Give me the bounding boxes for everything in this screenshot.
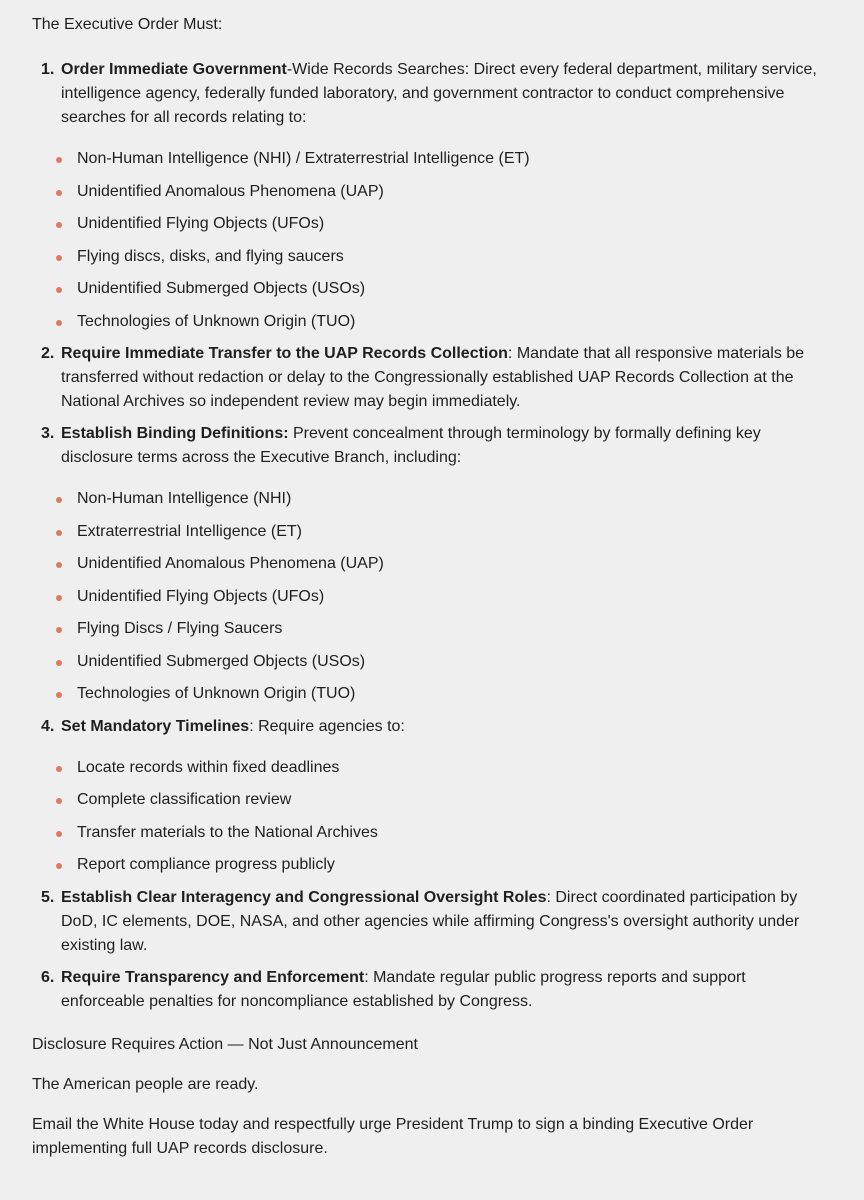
item-text: : Mandate regular public progress reports and support enforceable penalties for noncompliance established by Congress. bbox=[61, 968, 746, 1010]
bullet-item: Technologies of Unknown Origin (TUO) bbox=[32, 310, 832, 334]
bullet-item: Technologies of Unknown Origin (TUO) bbox=[32, 682, 832, 706]
bullet-item: Unidentified Submerged Objects (USOs) bbox=[32, 650, 832, 674]
intro-text: The Executive Order Must: bbox=[32, 16, 223, 33]
item-text: : Mandate that all responsive materials be transferred without redaction or delay to the Congressionally established UAP Records Collection at the National Archives so independent review may begin immediately. bbox=[61, 345, 805, 410]
bullet-item: Unidentified Anomalous Phenomena (UAP) bbox=[32, 552, 832, 576]
list-item-1 bbox=[32, 58, 832, 334]
bullet-list bbox=[32, 487, 832, 706]
list-item-3 bbox=[32, 422, 832, 706]
bullet-item: Non-Human Intelligence (NHI) bbox=[32, 487, 832, 511]
item-number: 1. bbox=[41, 61, 55, 78]
bullet-item: Unidentified Anomalous Phenomena (UAP) bbox=[32, 180, 832, 204]
bullet-list bbox=[32, 147, 832, 334]
item-heading: Require Transparency and Enforcement bbox=[61, 968, 365, 986]
bullet-item: Flying Discs / Flying Saucers bbox=[32, 617, 832, 641]
item-text: Prevent concealment through terminology by formally defining key disclosure terms across the Executive Branch, including: bbox=[61, 425, 761, 466]
bullet-item: Flying discs, disks, and flying saucers bbox=[32, 245, 832, 269]
call-to-action: Email the White House today and respectfully urge President Trump to sign a binding Executive Order implementing full UAP records disclosure. bbox=[32, 1115, 754, 1157]
item-number: 2. bbox=[41, 345, 55, 362]
item-heading: Establish Binding Definitions: bbox=[61, 425, 289, 442]
item-heading: Establish Clear Interagency and Congressional Oversight Roles bbox=[61, 888, 547, 906]
list-item-6 bbox=[32, 966, 832, 1014]
item-heading: Set Mandatory Timelines bbox=[61, 717, 250, 735]
item-text: : Direct coordinated participation by DoD, IC elements, DOE, NASA, and other agencies while affirming Congress's oversight authority under existing law. bbox=[61, 888, 800, 954]
bullet-item: Unidentified Flying Objects (UFOs) bbox=[32, 212, 832, 236]
item-number: 4. bbox=[41, 717, 55, 735]
bullet-item: Unidentified Submerged Objects (USOs) bbox=[32, 277, 832, 301]
item-text: : Require agencies to: bbox=[249, 717, 405, 735]
item-heading: Require Immediate Transfer to the UAP Records Collection bbox=[61, 345, 508, 362]
list-item-4 bbox=[32, 715, 832, 878]
bullet-item: Complete classification review bbox=[32, 788, 832, 812]
bullet-item: Transfer materials to the National Archives bbox=[32, 821, 832, 845]
list-item-2 bbox=[32, 342, 832, 414]
bullet-item: Report compliance progress publicly bbox=[32, 853, 832, 877]
item-heading: Order Immediate Government bbox=[61, 61, 287, 78]
closing-statement: The American people are ready. bbox=[32, 1075, 259, 1093]
list-item-5 bbox=[32, 886, 832, 958]
item-number: 3. bbox=[41, 425, 55, 442]
item-number: 5. bbox=[41, 888, 55, 906]
requirements-list bbox=[32, 58, 832, 1014]
bullet-item: Extraterrestrial Intelligence (ET) bbox=[32, 520, 832, 544]
closing-heading: Disclosure Requires Action — Not Just Announcement bbox=[32, 1035, 418, 1053]
bullet-item: Non-Human Intelligence (NHI) / Extraterrestrial Intelligence (ET) bbox=[32, 147, 832, 171]
item-text: -Wide Records Searches: Direct every federal department, military service, intelligence agency, federally funded laboratory, and government contractor to conduct comprehensive searches for all records relating to: bbox=[61, 61, 817, 126]
bullet-list bbox=[32, 756, 832, 878]
item-number: 6. bbox=[41, 968, 55, 986]
bullet-item: Unidentified Flying Objects (UFOs) bbox=[32, 585, 832, 609]
bullet-item: Locate records within fixed deadlines bbox=[32, 756, 832, 780]
